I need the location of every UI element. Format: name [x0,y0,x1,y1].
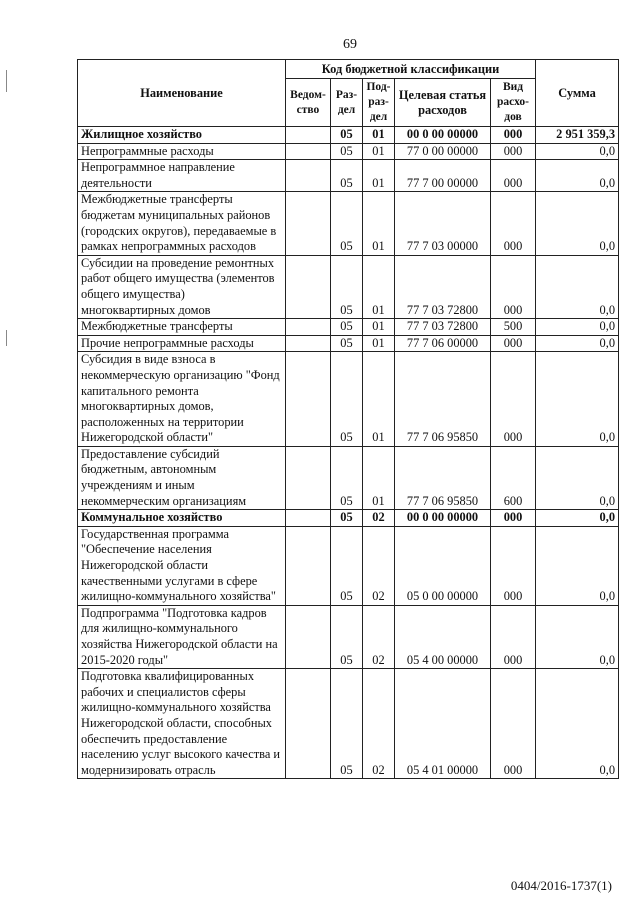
row-celevaya: 05 0 00 00000 [395,526,491,605]
document-code: 0404/2016-1737(1) [510,878,612,893]
row-razdel: 05 [331,335,363,352]
row-name: Государственная программа "Обеспечение населения Нижегородской области качественными услугами в сфере жилищно-коммунального хозяйства" [78,526,286,605]
row-summa: 0,0 [536,143,619,160]
row-summa: 0,0 [536,192,619,255]
row-razdel: 05 [331,669,363,779]
header-vid: Вид расхо-дов [491,79,536,127]
row-summa: 0,0 [536,255,619,318]
table-row [78,319,619,336]
table-row [78,352,619,447]
row-vedomstvo [286,669,331,779]
row-celevaya: 77 7 06 95850 [395,352,491,447]
row-podrazdel: 01 [363,255,395,318]
row-name: Межбюджетные трансферты [78,319,286,336]
table-row [78,127,619,144]
row-podrazdel: 01 [363,319,395,336]
row-vedomstvo [286,605,331,668]
row-razdel: 05 [331,160,363,192]
row-razdel: 05 [331,127,363,144]
table-row [78,255,619,318]
row-vedomstvo [286,352,331,447]
row-podrazdel: 02 [363,526,395,605]
page-number: 69 [343,37,357,52]
row-vid: 000 [491,143,536,160]
row-celevaya: 77 0 00 00000 [395,143,491,160]
row-summa: 0,0 [536,335,619,352]
row-summa: 0,0 [536,352,619,447]
row-summa: 0,0 [536,510,619,527]
table-row [78,446,619,509]
row-razdel: 05 [331,510,363,527]
table-row [78,143,619,160]
row-vedomstvo [286,526,331,605]
row-podrazdel: 01 [363,446,395,509]
row-summa: 0,0 [536,605,619,668]
row-celevaya: 77 7 06 95850 [395,446,491,509]
row-vid: 000 [491,160,536,192]
row-vedomstvo [286,127,331,144]
scan-margin-mark [6,70,7,92]
row-celevaya: 77 7 03 72800 [395,319,491,336]
row-vedomstvo [286,319,331,336]
row-podrazdel: 01 [363,192,395,255]
row-name: Подготовка квалифицированных рабочих и специалистов сферы жилищно-коммунального хозяйства Нижегородской области, способных обеспечить предоставление населению услуг высокого качества и модернизировать отрасль [78,669,286,779]
row-vid: 000 [491,605,536,668]
row-podrazdel: 01 [363,352,395,447]
row-celevaya: 77 7 03 72800 [395,255,491,318]
row-vedomstvo [286,192,331,255]
table-body [78,127,619,779]
row-vid: 000 [491,255,536,318]
row-vedomstvo [286,510,331,527]
row-summa: 0,0 [536,669,619,779]
row-razdel: 05 [331,143,363,160]
row-vedomstvo [286,335,331,352]
row-razdel: 05 [331,319,363,336]
row-vedomstvo [286,160,331,192]
header-podrazdel: Под-раз-дел [363,79,395,127]
header-group: Код бюджетной классификации [286,60,536,79]
row-podrazdel: 01 [363,143,395,160]
table-row [78,160,619,192]
table-row [78,192,619,255]
row-vid: 000 [491,127,536,144]
row-vid: 000 [491,335,536,352]
row-celevaya: 77 7 06 00000 [395,335,491,352]
row-summa: 0,0 [536,446,619,509]
row-vid: 000 [491,510,536,527]
row-razdel: 05 [331,352,363,447]
row-vedomstvo [286,143,331,160]
table-row [78,605,619,668]
row-vid: 000 [491,352,536,447]
row-celevaya: 77 7 03 00000 [395,192,491,255]
row-name: Предоставление субсидий бюджетным, автономным учреждениям и иным некоммерческим организациям [78,446,286,509]
row-podrazdel: 02 [363,669,395,779]
table-row [78,335,619,352]
row-vid: 600 [491,446,536,509]
table-row [78,510,619,527]
row-name: Субсидия в виде взноса в некоммерческую организацию "Фонд капитального ремонта многоквартирных домов, расположенных на территории Нижегородской области" [78,352,286,447]
row-vedomstvo [286,255,331,318]
row-vid: 000 [491,526,536,605]
row-name: Жилищное хозяйство [78,127,286,144]
row-celevaya: 05 4 00 00000 [395,605,491,668]
budget-table [77,59,619,779]
row-summa: 0,0 [536,160,619,192]
row-celevaya: 05 4 01 00000 [395,669,491,779]
row-vid: 000 [491,669,536,779]
row-podrazdel: 01 [363,160,395,192]
row-name: Коммунальное хозяйство [78,510,286,527]
row-summa: 0,0 [536,526,619,605]
row-vid: 500 [491,319,536,336]
row-name: Прочие непрограммные расходы [78,335,286,352]
row-podrazdel: 01 [363,127,395,144]
row-podrazdel: 01 [363,335,395,352]
row-celevaya: 77 7 00 00000 [395,160,491,192]
row-name: Субсидии на проведение ремонтных работ общего имущества (элементов общего имущества) многоквартирных домов [78,255,286,318]
row-razdel: 05 [331,446,363,509]
row-summa: 0,0 [536,319,619,336]
row-podrazdel: 02 [363,510,395,527]
header-name: Наименование [78,60,286,127]
row-celevaya: 00 0 00 00000 [395,127,491,144]
header-summa: Сумма [536,60,619,127]
row-name: Подпрограмма "Подготовка кадров для жилищно-коммунального хозяйства Нижегородской области на 2015-2020 годы" [78,605,286,668]
header-razdel: Раз-дел [331,79,363,127]
row-summa: 2 951 359,3 [536,127,619,144]
row-celevaya: 00 0 00 00000 [395,510,491,527]
row-razdel: 05 [331,192,363,255]
row-name: Непрограммные расходы [78,143,286,160]
row-name: Межбюджетные трансферты бюджетам муниципальных районов (городских округов), передаваемые в рамках непрограммных расходов [78,192,286,255]
row-podrazdel: 02 [363,605,395,668]
row-razdel: 05 [331,255,363,318]
table-row [78,669,619,779]
row-razdel: 05 [331,605,363,668]
row-razdel: 05 [331,526,363,605]
row-vid: 000 [491,192,536,255]
row-name: Непрограммное направление деятельности [78,160,286,192]
header-celevaya: Целевая статья расходов [395,79,491,127]
table-row [78,526,619,605]
row-vedomstvo [286,446,331,509]
header-vedomstvo: Ведом-ство [286,79,331,127]
scan-margin-mark [6,330,7,346]
